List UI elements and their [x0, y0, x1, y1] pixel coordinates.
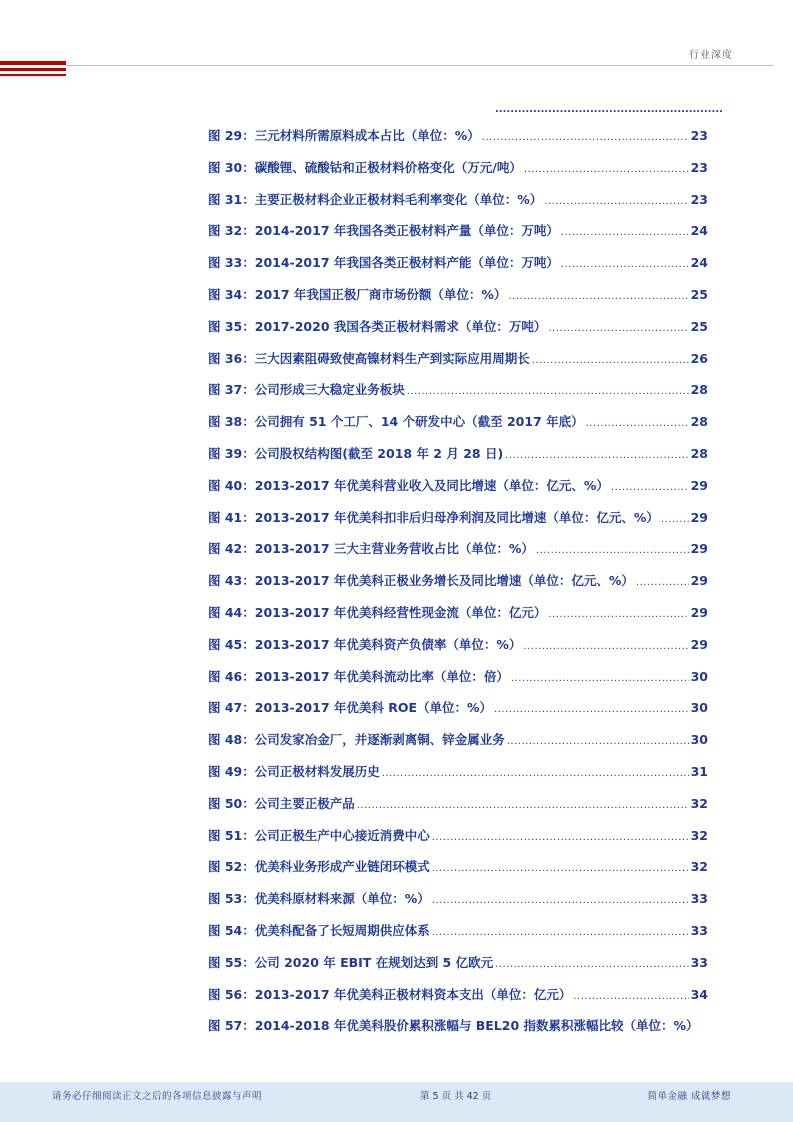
toc-entry[interactable]: [208, 508, 708, 540]
toc-entry-page: 24: [690, 255, 708, 271]
toc-leader-dots: [432, 927, 689, 938]
toc-entry-page: 25: [690, 318, 708, 334]
toc-entry-label: 图 36：三大因素阻碍致使高镍材料生产到实际应用周期长: [208, 350, 530, 366]
toc-entry-label: 图 47：2013-2017 年优美科 ROE（单位：%）: [208, 700, 493, 716]
page-header: [0, 46, 793, 62]
toc-leader-dots: [661, 514, 689, 525]
toc-entry[interactable]: [208, 349, 708, 381]
report-category: 行业深度: [689, 50, 733, 61]
toc-entry-label: 图 51：公司正极生产中心接近消费中心: [208, 827, 430, 843]
toc-leader-dots: [561, 227, 689, 238]
toc-entry[interactable]: [208, 857, 708, 889]
toc-leader-dots: [407, 386, 689, 397]
toc-entry-page: 29: [690, 477, 708, 493]
toc-leader-dots: [611, 482, 689, 493]
footer-disclaimer: 请务必仔细阅读正文之后的各项信息披露与声明: [52, 1091, 263, 1102]
toc-entry[interactable]: [208, 698, 708, 730]
toc-leader-dots: [357, 800, 689, 811]
toc-entry-page: 29: [690, 509, 708, 525]
toc-entry-label: 图 57：2014-2018 年优美科股价累积涨幅与 BEL20 指数累积涨幅比较（单位：%）: [208, 1018, 699, 1034]
toc-entry[interactable]: [208, 190, 708, 222]
toc-entry-label: 图 52：优美科业务形成产业链闭环模式: [208, 859, 430, 875]
toc-entry-label: 图 37：公司形成三大稳定业务板块: [208, 382, 405, 398]
toc-entry[interactable]: [208, 221, 708, 253]
header-red-bar: [0, 74, 66, 76]
toc-entry-page: 30: [690, 700, 708, 716]
toc-entry-label: 图 31：主要正极材料企业正极材料毛利率变化（单位：%）: [208, 191, 543, 207]
toc-entry[interactable]: [208, 380, 708, 412]
toc-leader-dots: [532, 355, 689, 366]
toc-entry[interactable]: [208, 730, 708, 762]
toc-entry-page: 26: [690, 350, 708, 366]
toc-leader-dots: [536, 545, 689, 556]
toc-entry-page: 23: [690, 159, 708, 175]
toc-entry[interactable]: [208, 762, 708, 794]
toc-leader-dots: [548, 609, 688, 620]
toc-leader-dots: [508, 291, 688, 302]
toc-entry-label: 图 40：2013-2017 年优美科营业收入及同比增速（单位：亿元、%）: [208, 477, 609, 493]
toc-leader-dots: [495, 959, 689, 970]
toc-entry-label: 图 46：2013-2017 年优美科流动比率（单位：倍）: [208, 668, 509, 684]
toc-entry[interactable]: [208, 794, 708, 826]
toc-entry-page: 33: [690, 922, 708, 938]
toc-entry-label: 图 35：2017-2020 我国各类正极材料需求（单位：万吨）: [208, 318, 547, 334]
toc-entry-page: 29: [690, 604, 708, 620]
toc-entry-label: 图 38：公司拥有 51 个工厂、14 个研发中心（截至 2017 年底）: [208, 414, 584, 430]
toc-leader-dots: [382, 768, 689, 779]
toc-entry-label: 图 50：公司主要正极产品: [208, 795, 355, 811]
toc-leader-dots: [523, 641, 688, 652]
toc-leader-dots: [432, 832, 689, 843]
toc-entry-page: 29: [690, 573, 708, 589]
toc-entry-page: 28: [690, 382, 708, 398]
toc-entry-label: 图 49：公司正极材料发展历史: [208, 763, 380, 779]
toc-entry-label: 图 39：公司股权结构图(截至 2018 年 2 月 28 日): [208, 445, 504, 461]
toc-entry-page: 23: [690, 191, 708, 207]
toc-entry-label: 图 53：优美科原材料来源（单位：%）: [208, 891, 430, 907]
toc-leader-dots: [544, 196, 688, 207]
toc-entry-page: 34: [690, 986, 708, 1002]
toc-entry-page: 28: [690, 414, 708, 430]
figure-table-of-contents: [208, 96, 723, 1048]
toc-entry-page: 25: [690, 286, 708, 302]
toc-leader-dots: [573, 991, 688, 1002]
toc-entry-label: 图 32：2014-2017 年我国各类正极材料产量（单位：万吨）: [208, 223, 559, 239]
toc-leader-dots: [432, 895, 689, 906]
toc-leader-dots: [636, 577, 689, 588]
toc-entry-page: 30: [690, 668, 708, 684]
toc-entry-label: 图 41：2013-2017 年优美科扣非后归母净利润及同比增速（单位：亿元、%）: [208, 509, 659, 525]
footer-page-number: 第 5 页 共 42 页: [420, 1091, 492, 1102]
toc-entry[interactable]: [208, 158, 708, 190]
toc-entry-page: 29: [690, 541, 708, 557]
toc-continuation: [208, 96, 723, 126]
toc-entry[interactable]: [208, 889, 708, 921]
toc-entry-label: 图 43：2013-2017 年优美科正极业务增长及同比增速（单位：亿元、%）: [208, 573, 634, 589]
toc-entry-label: 图 56：2013-2017 年优美科正极材料资本支出（单位：亿元）: [208, 986, 572, 1002]
toc-leader-dots: [524, 164, 689, 175]
toc-entry[interactable]: [208, 667, 708, 699]
toc-entry[interactable]: [208, 126, 708, 158]
toc-entry[interactable]: [208, 603, 708, 635]
toc-entry-page: 33: [690, 954, 708, 970]
toc-entry-page: 33: [690, 891, 708, 907]
toc-entry-label: 图 45：2013-2017 年优美科资产负债率（单位：%）: [208, 636, 522, 652]
header-red-bar: [0, 68, 66, 71]
toc-leader-dots: [511, 673, 689, 684]
toc-leader-dots: [482, 132, 689, 143]
toc-entry-label: 图 48：公司发家冶金厂，并逐渐剥离铜、锌金属业务: [208, 732, 505, 748]
toc-leader-dots: [494, 704, 689, 715]
toc-entry-label: 图 42：2013-2017 三大主营业务营收占比（单位：%）: [208, 541, 534, 557]
toc-entry-label: 图 44：2013-2017 年优美科经营性现金流（单位：亿元）: [208, 604, 547, 620]
toc-entry-page: 23: [690, 128, 708, 143]
toc-leader-dots: ............................................................: [495, 104, 723, 115]
toc-entry-page: 30: [690, 732, 708, 748]
toc-entry[interactable]: [208, 921, 708, 953]
toc-entry-label: 图 54：优美科配备了长短周期供应体系: [208, 922, 430, 938]
toc-entry-label: 图 29：三元材料所需原料成本占比（单位：%）: [208, 128, 480, 143]
toc-leader-dots: [586, 418, 689, 429]
toc-entry-label: 图 34：2017 年我国正极厂商市场份额（单位：%）: [208, 286, 507, 302]
toc-entry-page: 29: [690, 636, 708, 652]
toc-leader-dots: [548, 323, 688, 334]
toc-entry[interactable]: [208, 1016, 708, 1048]
toc-entry[interactable]: [208, 253, 708, 285]
toc-entry-page: 31: [690, 763, 708, 779]
toc-entry[interactable]: [208, 635, 708, 667]
toc-leader-dots: [505, 450, 688, 461]
toc-leader-dots: [561, 259, 689, 270]
toc-entry[interactable]: [208, 444, 708, 476]
toc-entry[interactable]: [208, 476, 708, 508]
footer-slogan: 简单金融 成就梦想: [647, 1091, 731, 1102]
toc-entry-page: 24: [690, 223, 708, 239]
toc-entry[interactable]: [208, 412, 708, 444]
header-divider: [66, 65, 773, 66]
toc-leader-dots: [507, 736, 689, 747]
toc-entry[interactable]: [208, 539, 708, 571]
toc-entry[interactable]: [208, 317, 708, 349]
toc-entry[interactable]: [208, 985, 708, 1017]
toc-entry-page: 28: [690, 445, 708, 461]
toc-entry-page: 32: [690, 859, 708, 875]
toc-entry-label: 图 33：2014-2017 年我国各类正极材料产能（单位：万吨）: [208, 255, 559, 271]
toc-entry-label: 图 30：碳酸锂、硫酸钴和正极材料价格变化（万元/吨）: [208, 159, 522, 175]
page-footer: [0, 1082, 793, 1122]
toc-entry[interactable]: [208, 953, 708, 985]
toc-leader-dots: [432, 863, 689, 874]
toc-entry[interactable]: [208, 826, 708, 858]
toc-entry[interactable]: [208, 571, 708, 603]
toc-entry-page: 32: [690, 795, 708, 811]
toc-entry-page: 32: [690, 827, 708, 843]
toc-entry-label: 图 55：公司 2020 年 EBIT 在规划达到 5 亿欧元: [208, 954, 494, 970]
toc-entry[interactable]: [208, 285, 708, 317]
